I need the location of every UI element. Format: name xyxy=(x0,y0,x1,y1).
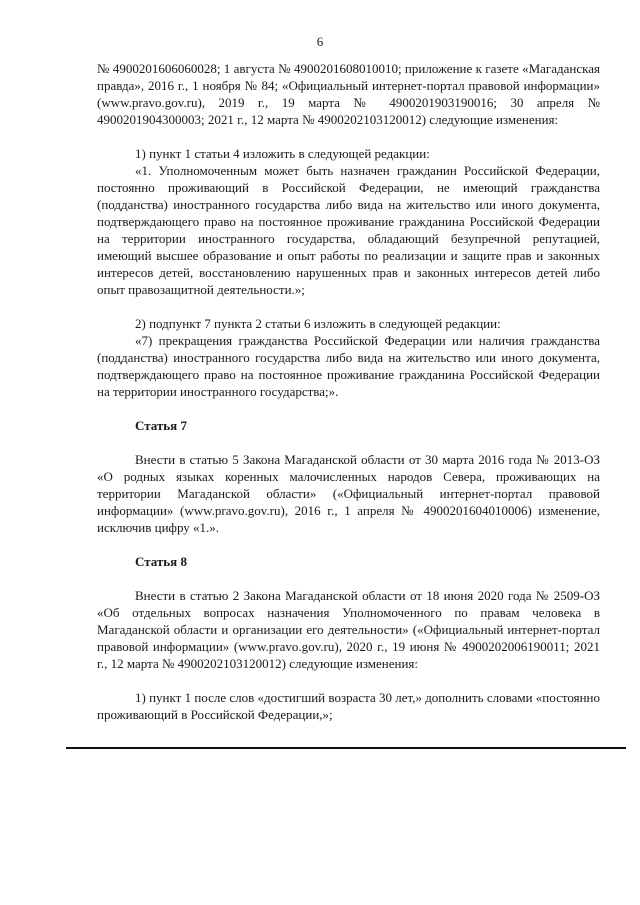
article-heading: Статья 8 xyxy=(135,554,187,569)
paragraph: № 4900201606060028; 1 августа № 4900201608010010; приложение к газете «Магаданская правда», 2016 г., 1 ноября № 84; «Официальный интернет-портал правовой информации» (www.pravo.gov.ru), 2019 г., 19 марта № 4900201903190016; 30 апреля № 4900201904300003; 2021 г., 12 марта № 4900202103120012) следующие изменения: xyxy=(97,61,600,127)
page-bottom-rule xyxy=(66,747,626,749)
paragraph-spacer xyxy=(97,400,600,417)
page-number: 6 xyxy=(316,34,324,49)
article-heading: Статья 7 xyxy=(135,418,187,433)
document-body xyxy=(97,60,600,723)
paragraph-spacer xyxy=(97,434,600,451)
paragraph: «7) прекращения гражданства Российской Федерации или наличия гражданства (подданства) иностранного государства либо вида на жительство или иного документа, подтверждающего право на постоянное проживание гражданина Российской Федерации на территории иностранного государства;». xyxy=(97,333,600,399)
paragraph-spacer xyxy=(97,298,600,315)
paragraph: 1) пункт 1 статьи 4 изложить в следующей редакции: xyxy=(135,146,430,161)
paragraph: 2) подпункт 7 пункта 2 статьи 6 изложить в следующей редакции: xyxy=(135,316,501,331)
paragraph: 1) пункт 1 после слов «достигший возраста 30 лет,» дополнить словами «постоянно проживающий в Российской Федерации,»; xyxy=(97,690,600,722)
paragraph-spacer xyxy=(97,570,600,587)
paragraph-spacer xyxy=(97,128,600,145)
paragraph-spacer xyxy=(97,672,600,689)
paragraph: Внести в статью 5 Закона Магаданской области от 30 марта 2016 года № 2013-ОЗ «О родных языках коренных малочисленных народов Севера, проживающих на территории Магаданской области» («Официальный интернет-портал правовой информации» (www.pravo.gov.ru), 2016 г., 1 апреля № 4900201604010006) изменение, исключив цифру «1.». xyxy=(97,452,600,535)
paragraph-spacer xyxy=(97,536,600,553)
paragraph: Внести в статью 2 Закона Магаданской области от 18 июня 2020 года № 2509-ОЗ «Об отдельных вопросах назначения Уполномоченного по правам человека в Магаданской области и организации его деятельности» («Официальный интернет-портал правовой информации» (www.pravo.gov.ru), 2020 г., 19 июня № 4900202006190011; 2021 г., 12 марта № 4900202103120012) следующие изменения: xyxy=(97,588,600,671)
paragraph: «1. Уполномоченным может быть назначен гражданин Российской Федерации, постоянно проживающий в Российской Федерации, не имеющий гражданства (подданства) иностранного государства либо вида на жительство или иного документа, подтверждающего право на постоянное проживание гражданина Российской Федерации на территории иностранного государства, обладающий безупречной репутацией, имеющий высшее образование и опыт работы по реализации и защите прав и законных интересов детей, восстановлению нарушенных прав и законных интересов детей либо опыт правозащитной деятельности.»; xyxy=(97,163,600,297)
